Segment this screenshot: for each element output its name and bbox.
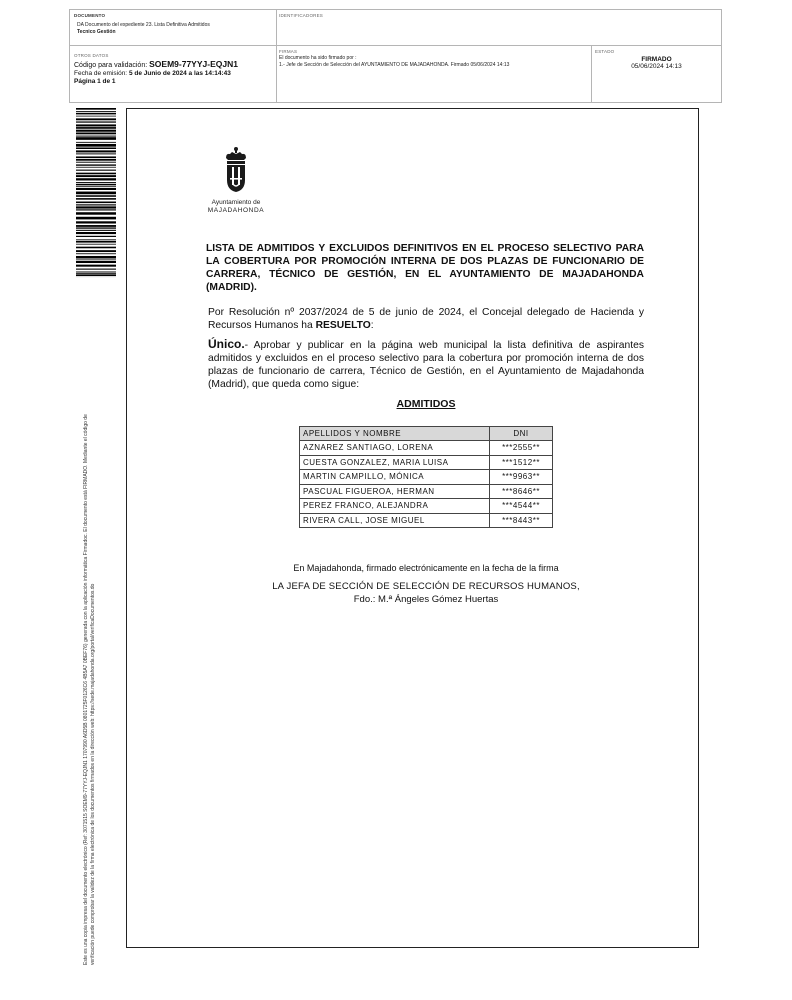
identificadores-label: IDENTIFICADORES (279, 13, 324, 18)
barcode-bar (76, 272, 116, 273)
resolution-end: : (370, 320, 374, 331)
barcode-bar (76, 212, 116, 214)
barcode-bar (76, 147, 116, 149)
document-page (126, 108, 699, 948)
cell-dni: ***2555** (490, 441, 553, 456)
firmas-label: FIRMAS (279, 49, 298, 54)
barcode-bar (76, 227, 116, 228)
admitidos-table (299, 426, 553, 528)
fecha-value: 5 de Junio de 2024 a las 14:14:43 (128, 70, 231, 77)
barcode-bar (76, 124, 116, 126)
barcode-bar (76, 173, 116, 175)
barcode-bar (76, 121, 116, 122)
barcode-bar (76, 130, 116, 132)
barcode-bar (76, 239, 116, 240)
barcode-bar (76, 198, 116, 200)
cell-dni: ***4544** (490, 499, 553, 514)
barcode-bar (76, 167, 116, 168)
header-otros-datos-cell (70, 46, 277, 102)
cell-name: MARTIN CAMPILLO, MÓNICA (300, 470, 490, 485)
cell-dni: ***8443** (490, 513, 553, 528)
barcode-bar (76, 253, 116, 254)
table-row (300, 513, 553, 528)
barcode-bar (76, 225, 116, 227)
barcode-bar (76, 111, 116, 112)
cell-name: CUESTA GONZALEZ, MARIA LUISA (300, 455, 490, 470)
barcode-bar (76, 261, 116, 263)
resolution-paragraph (208, 306, 644, 332)
cell-name: AZNAREZ SANTIAGO, LORENA (300, 441, 490, 456)
table-row (300, 499, 553, 514)
barcode-bar (76, 241, 116, 243)
barcode-bar (76, 113, 116, 115)
logo-line-2: MAJADAHONDA (207, 207, 265, 214)
barcode-bar (76, 269, 116, 270)
barcode-bar (76, 178, 116, 180)
unico-text: - Aprobar y publicar en la página web municipal la lista definitiva de aspirantes admitidos y excluidos en el proceso selectivo para la cobertura por promoción interna de dos plazas de funcionario de carrera, Técnico de Gestión, en el Ayuntamiento de Majadahonda (Madrid), que queda como sigue: (208, 340, 644, 390)
signature-place: En Majadahonda, firmado electrónicamente en la fecha de la firma (293, 563, 559, 573)
table-row (300, 484, 553, 499)
estado-label: ESTADO (595, 49, 615, 54)
barcode-bar (76, 144, 116, 147)
barcode-bar (76, 247, 116, 249)
unico-paragraph (208, 338, 644, 391)
coat-of-arms-icon (221, 146, 251, 194)
barcode-bar (76, 202, 116, 204)
barcode-bar (76, 164, 116, 165)
header-documento-cell (70, 10, 277, 46)
barcode-bar (76, 236, 116, 237)
barcode-bar (76, 136, 116, 137)
barcode-bar (76, 209, 116, 210)
header-estado-cell (592, 46, 721, 102)
signature-name: Fdo.: M.ª Ángeles Gómez Huertas (353, 594, 499, 605)
table-header-row (300, 427, 553, 441)
table-row (300, 455, 553, 470)
column-header-dni: DNI (490, 427, 553, 441)
barcode-bar (76, 195, 116, 197)
estado-value: FIRMADO (641, 56, 672, 63)
side-text-line-2: verificación puede comprobar la validez de la firma electrónica de los documentos firmados en la dirección web: https://sede.majadahonda.org/portal/verificaDocumentos.do (90, 583, 96, 965)
column-header-name: APELLIDOS Y NOMBRE (300, 427, 490, 441)
documento-label: DOCUMENTO (74, 13, 106, 18)
firmas-text-1: El documento ha sido firmado por : (279, 55, 357, 61)
header-identificadores-cell (277, 10, 721, 46)
cell-name: PASCUAL FIGUEROA, HERMAN (300, 484, 490, 499)
barcode-bar (76, 259, 116, 260)
barcode-bar (76, 244, 116, 245)
cell-dni: ***8646** (490, 484, 553, 499)
barcode-bar (76, 192, 116, 195)
resolution-text: Por Resolución nº 2037/2024 de 5 de junio de 2024, el Concejal delegado de Hacienda y Recursos Humanos ha (208, 307, 644, 331)
table-row (300, 441, 553, 456)
barcode-bar (76, 273, 116, 274)
verification-side-text (83, 414, 97, 965)
cell-name: PEREZ FRANCO, ALEJANDRA (300, 499, 490, 514)
firmas-text-2: 1.- Jefe de Sección de Selección del AYUNTAMIENTO DE MAJADAHONDA. Firmado 05/06/2024 14:13 (279, 61, 510, 68)
barcode-bar (76, 265, 116, 267)
codigo-value: SOEM9-77YYJ-EQJN1 (149, 59, 238, 69)
barcode-bar (76, 232, 116, 234)
barcode-bar (76, 170, 116, 171)
document-header (69, 9, 722, 103)
header-firmas-cell (277, 46, 592, 102)
barcode-bar (76, 182, 116, 183)
estado-date: 05/06/2024 14:13 (631, 63, 682, 70)
signature-role: LA JEFA DE SECCIÓN DE SELECCIÓN DE RECURSOS HUMANOS, (272, 581, 580, 592)
barcode-bar (76, 156, 116, 158)
barcode-bar (76, 108, 116, 110)
documento-text-2: Tecnico Gestión (77, 28, 116, 35)
barcode-bar (76, 159, 116, 161)
documento-text: DA Documento del expediente 23. Lista Definitiva Admitidos (77, 22, 210, 28)
barcode-bar (76, 127, 116, 129)
barcode-bar (76, 188, 116, 190)
pagina-text: Página 1 de 1 (74, 78, 116, 85)
barcode-bar (76, 186, 116, 187)
side-text-line-1: Este es una copia impresa del documento electrónico (Ref: 3071515 SOEM9-77YYJ-EQJN1 1707990 A6D5B 0801725F0126C6 4B5A7 0BEF76) generada con la aplicación informática Firmadoc. El documento está FIRMADO. Mediante el código de (83, 414, 89, 965)
fecha-label: Fecha de emisión: (74, 70, 128, 77)
municipality-logo (198, 146, 274, 215)
cell-name: RIVERA CALL, JOSE MIGUEL (300, 513, 490, 528)
barcode-bar (76, 118, 116, 120)
admitidos-heading: ADMITIDOS (396, 398, 456, 410)
barcode-bar (76, 206, 116, 208)
barcode-bar (76, 274, 116, 276)
barcode-bar (76, 137, 116, 140)
cell-dni: ***9963** (490, 470, 553, 485)
barcode-bar (76, 230, 116, 231)
codigo-label: Código para validación: (74, 62, 148, 69)
barcode-bar (76, 256, 116, 259)
barcode-bar (76, 175, 116, 177)
barcode-bar (76, 150, 116, 152)
barcode-image (76, 108, 116, 278)
barcode-bar (76, 221, 116, 223)
document-title: LISTA DE ADMITIDOS Y EXCLUIDOS DEFINITIVOS EN EL PROCESO SELECTIVO PARA LA COBERTURA POR PROMOCIÓN INTERNA DE DOS PLAZAS DE FUNCIONARIO DE CARRERA, TÉCNICO DE GESTIÓN, EN EL AYUNTAMIENTO DE MAJADAHONDA (MADRID). (206, 243, 644, 293)
barcode-bar (76, 184, 116, 186)
barcode-bar (76, 153, 116, 154)
resuelto-text: RESUELTO (315, 320, 371, 331)
cell-dni: ***1512** (490, 455, 553, 470)
logo-line-1: Ayuntamiento de (211, 199, 261, 206)
otros-datos-label: OTROS DATOS (74, 53, 109, 58)
barcode-bar (76, 132, 116, 134)
barcode-bar (76, 142, 116, 143)
unico-label: Único. (208, 337, 245, 351)
barcode-bar (76, 116, 116, 117)
barcode-bar (76, 204, 116, 205)
barcode-bar (76, 217, 116, 220)
table-row (300, 470, 553, 485)
barcode-bar (76, 162, 116, 163)
barcode-bar (76, 250, 116, 252)
